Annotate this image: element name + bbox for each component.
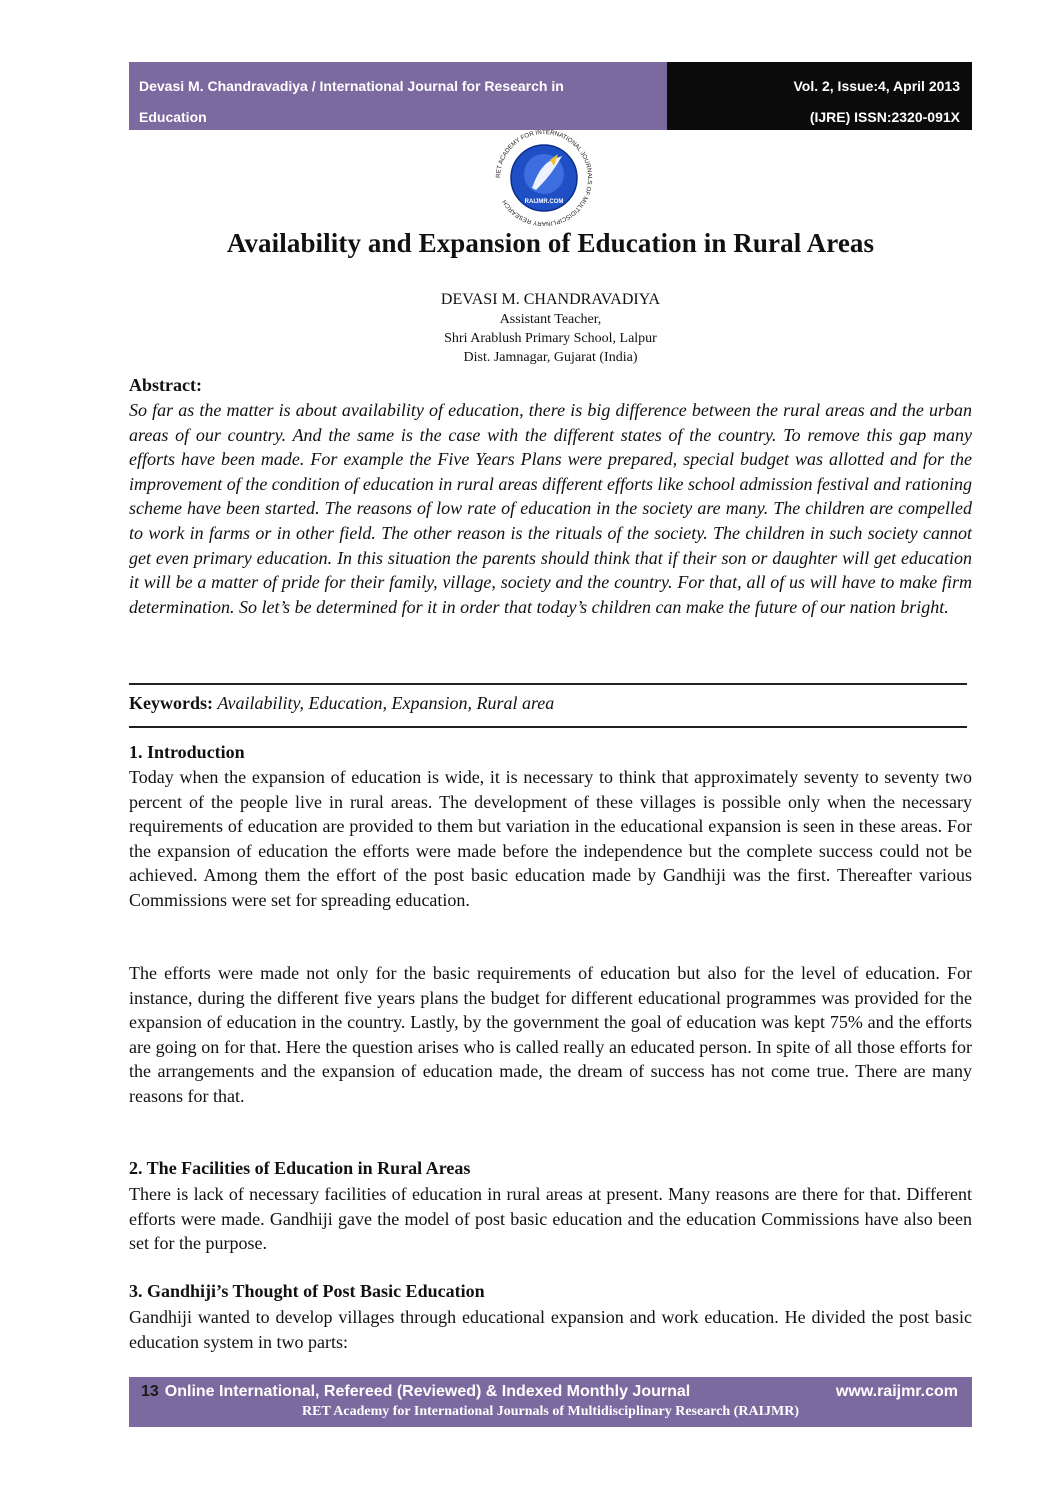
- keywords-list: Availability, Education, Expansion, Rural area: [217, 693, 555, 713]
- footer-top-line: [129, 1377, 972, 1403]
- divider-bottom: [129, 726, 967, 728]
- journal-header: [129, 62, 972, 130]
- footer-journal: [141, 1381, 690, 1403]
- footer-website-link[interactable]: www.raijmr.com: [835, 1383, 958, 1400]
- paper-title: Availability and Expansion of Education in Rural Areas: [226, 228, 875, 258]
- section-heading: 3. Gandhiji’s Thought of Post Basic Education: [129, 1281, 485, 1301]
- author-school: Shri Arablush Primary School, Lalpur: [444, 331, 657, 346]
- section-paragraph: Gandhiji wanted to develop villages through educational expansion and work education. He divided the post basic education system in two parts:: [129, 1307, 972, 1352]
- author-location: Dist. Jamnagar, Gujarat (India): [463, 350, 638, 365]
- header-citation-line1: Devasi M. Chandravadiya / International Journal for Research in: [139, 78, 564, 94]
- header-issn: (IJRE) ISSN:2320-091X: [809, 109, 960, 125]
- section-heading: 2. The Facilities of Education in Rural Areas: [129, 1158, 471, 1178]
- header-citation: [129, 62, 667, 130]
- abstract-heading: Abstract:: [129, 375, 202, 395]
- logo-site-text: RAIJMR.COM: [524, 199, 564, 205]
- keywords-line: [129, 693, 554, 714]
- author-role: Assistant Teacher,: [499, 312, 602, 327]
- section-heading: 1. Introduction: [129, 742, 245, 762]
- abstract-text: So far as the matter is about availability of education, there is big difference between the rural areas and the urban areas of our country. And the same is the case with the different states of the country. To remove this gap many efforts have been made. For example the Five Years Plans were prepared, special budget was allotted and for the improvement of the condition of education in rural areas different efforts like school admission festival and rationing scheme have been started. The reasons of low rate of education in the society are many. The children are compelled to work in farms or in other field. The other reason is the rituals of the society. The children in such society cannot get even primary education. In this situation the parents should think that if their son or daughter will get education it will be a matter of pride for their family, village, society and the country. For that, all of us will have to make firm determination. So let’s be determined for it in order that today’s children can make the future of our nation bright.: [129, 400, 972, 617]
- journal-footer: [129, 1377, 972, 1427]
- section-paragraph: There is lack of necessary facilities of education in rural areas at present. Many reasons are there for that. Different efforts were made. Gandhiji gave the model of post basic education and the education Commissions have also been set for the purpose.: [129, 1184, 972, 1254]
- section-paragraph: Today when the expansion of education is wide, it is necessary to think that approximately seventy to seventy two percent of the people live in rural areas. The development of these villages is possible only when the necessary requirements of education are provided to them but variation in the educational expansion is seen in these areas. For the expansion of education the efforts were made before the independence but the complete success could not be achieved. Among them the effort of the post basic education made by Gandhiji was the first. Thereafter various Commissions were set for spreading education.: [129, 767, 972, 910]
- header-citation-line2: Education: [139, 109, 207, 125]
- divider-top: [129, 683, 967, 685]
- footer-academy: RET Academy for International Journals of Multidisciplinary Research (RAIJMR): [302, 1404, 799, 1419]
- section-paragraph: The efforts were made not only for the basic requirements of education but also for the level of education. For instance, during the different five years plans the budget for different educational programmes was provided for the expansion of education in the country. Lastly, by the government the goal of education was kept 75% and the efforts are going on for that. Here the question arises who is called really an educated person. In spite of all those efforts for the arrangements and the expansion of education made, the dream of success has not come true. There are many reasons for that.: [129, 963, 972, 1106]
- footer-journal-text: Online International, Refereed (Reviewed) & Indexed Monthly Journal: [164, 1383, 691, 1400]
- author-name: DEVASI M. CHANDRAVADIYA: [440, 291, 661, 308]
- keywords-label: Keywords:: [129, 693, 213, 713]
- header-issue-info: [667, 62, 972, 130]
- logo-ring-text: RET ACADEMY FOR INTERNATIONAL JOURNALS OF MULTIDISCIPLINARY RESEARCH: [494, 130, 594, 226]
- header-volume-issue: Vol. 2, Issue:4, April 2013: [793, 78, 960, 94]
- page-number: 13: [141, 1383, 159, 1400]
- raijmr-logo: [492, 130, 596, 226]
- author-block: [129, 290, 972, 367]
